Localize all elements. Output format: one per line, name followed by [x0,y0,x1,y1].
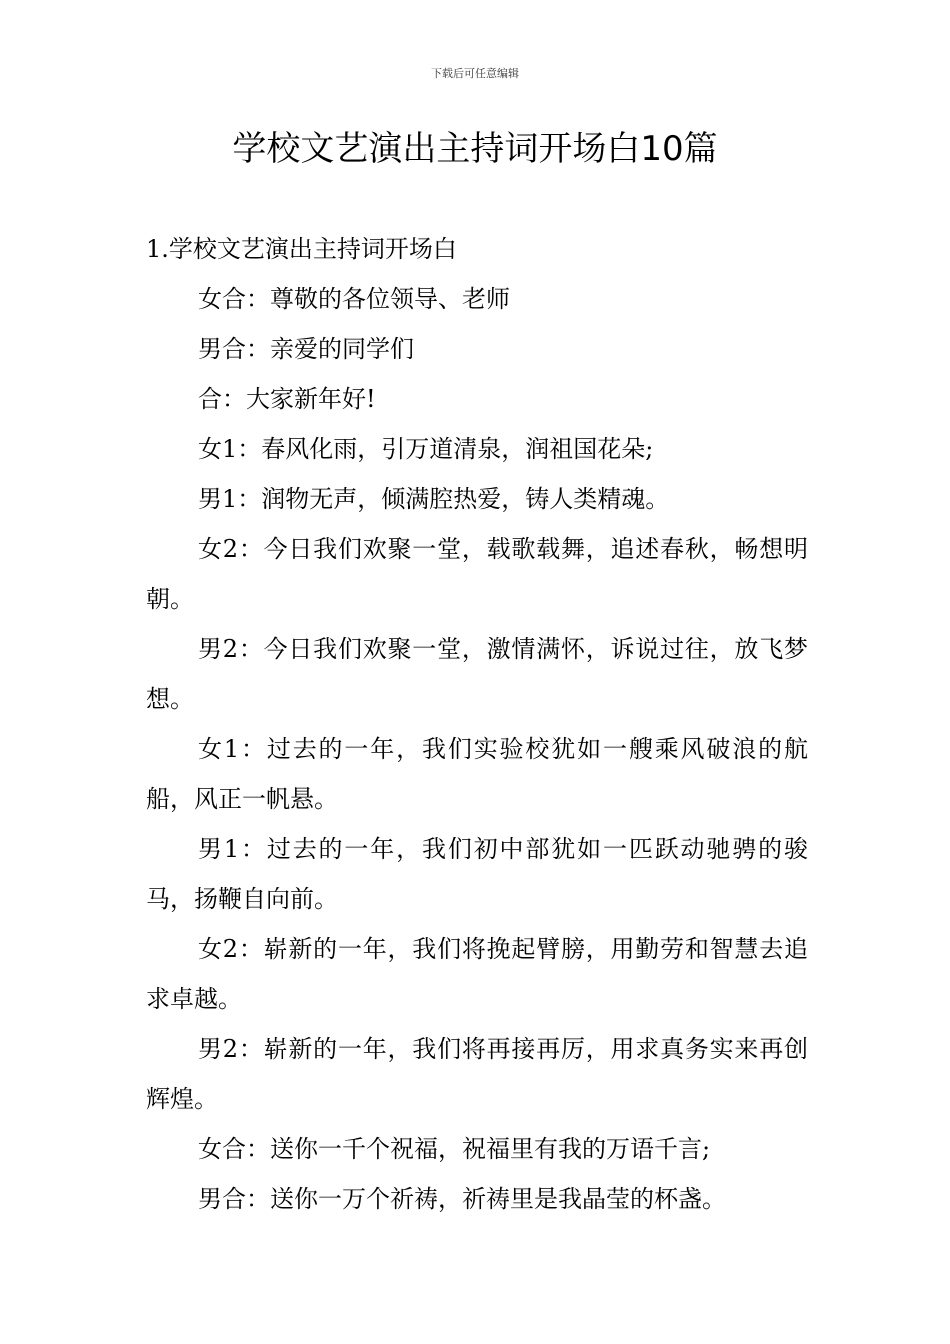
paragraph: 女合：尊敬的各位领导、老师 [198,285,510,313]
paragraph: 男1：润物无声，倾满腔热爱，铸人类精魂。 [198,485,670,513]
paragraph: 男合：送你一万个祈祷，祈祷里是我晶莹的杯盏。 [198,1185,726,1213]
paragraph: 男2：崭新的一年，我们将再接再厉，用求真务实来再创辉煌。 [146,1035,808,1113]
document-title: 学校文艺演出主持词开场白10篇 [232,129,718,169]
paragraph: 男合：亲爱的同学们 [198,335,414,363]
paragraph: 女合：送你一千个祝福，祝福里有我的万语千言; [198,1135,711,1163]
document-body [146,224,808,1224]
paragraph: 女2：崭新的一年，我们将挽起臂膀，用勤劳和智慧去追求卓越。 [146,935,808,1013]
download-note: 下载后可任意编辑 [431,67,519,80]
paragraph: 女1：春风化雨，引万道清泉，润祖国花朵; [198,435,654,463]
paragraph: 女2：今日我们欢聚一堂，载歌载舞，追述春秋，畅想明朝。 [146,535,808,613]
paragraph: 合：大家新年好! [198,385,376,413]
paragraph: 男2：今日我们欢聚一堂，激情满怀，诉说过往，放飞梦想。 [146,635,808,713]
paragraph: 女1：过去的一年，我们实验校犹如一艘乘风破浪的航船，风正一帆悬。 [146,735,808,813]
section-heading: 1.学校文艺演出主持词开场白 [146,235,457,263]
paragraph: 男1：过去的一年，我们初中部犹如一匹跃动驰骋的骏马，扬鞭自向前。 [146,835,808,913]
